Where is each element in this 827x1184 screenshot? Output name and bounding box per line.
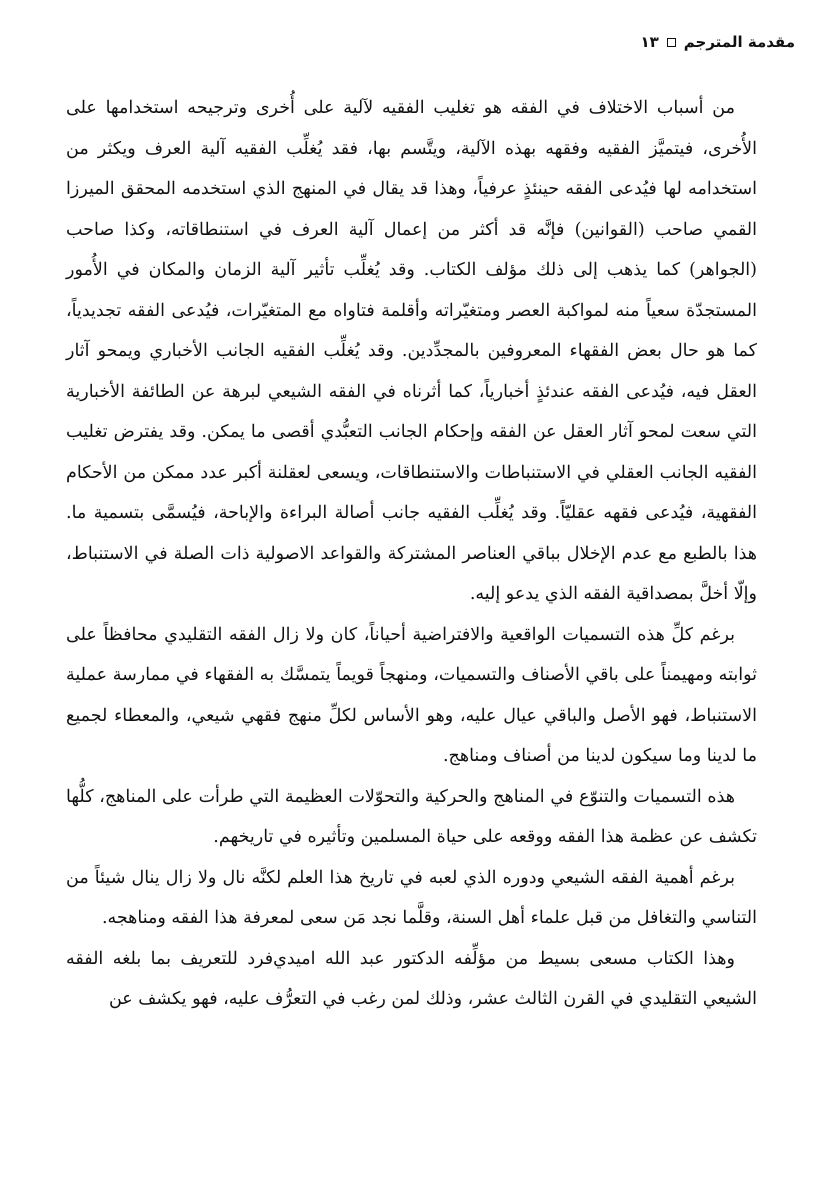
paragraph-2: برغم كلِّ هذه التسميات الواقعية والافتراضية أحياناً، كان ولا زال الفقه التقليدي محافظاً على ثوابته ومهيمناً على باقي الأصناف والتسميات، ومنهجاً قويماً يتمسَّك به الفقهاء في ممارسة عملية الاستنباط، فهو الأصل والباقي عيال عليه، وهو الأساس لكلِّ منهج فقهي شيعي، والمعطاء لجميع ما لدينا وما سيكون لدينا من أصناف ومناهج. xyxy=(66,624,757,766)
page-number: ١٣ xyxy=(640,33,659,51)
running-header xyxy=(640,32,795,52)
body-text xyxy=(66,88,757,1020)
paragraph-1: من أسباب الاختلاف في الفقه هو تغليب الفقيه لآلية على أُخرى وترجيحه استخدامها على الأُخرى، فيتميَّز الفقيه وفقهه بهذه الآلية، ويتَّسم بها، فقد يُغلِّب الفقيه آلية العرف ويكثر من استخدامه لها فيُدعى الفقه حينئذٍ عرفياً، وهذا قد يقال في المنهج الذي استخدمه المحقق الميرزا القمي صاحب (القوانين) فإنَّه قد أكثر من إعمال آلية العرف في استنطاقاته، وكذا صاحب (الجواهر) كما يذهب إلى ذلك مؤلف الكتاب. وقد يُغلِّب تأثير آلية الزمان والمكان في الأُمور المستجدّة سعياً منه لمواكبة العصر ومتغيّراته وأقلمة فتاواه مع المتغيّرات، فيُدعى الفقه تجديدياً، كما هو حال بعض الفقهاء المعروفين بالمجدِّدين. وقد يُغلِّب الفقيه الجانب الأخباري ويمحو آثار العقل فيه، فيُدعى الفقه عندئذٍ أخبارياً، كما أثرناه في الفقه الشيعي لبرهة عن الطائفة الأخبارية التي سعت لمحو آثار العقل عن الفقه وإحكام الجانب التعبُّدي أقصى ما يمكن. وقد يفترض تغليب الفقيه الجانب العقلي في الاستنباطات والاستنطاقات، ويسعى لعقلنة أكبر عدد ممكن من الأحكام الفقهية، فيُدعى فقهه عقليّاً. وقد يُغلِّب الفقيه جانب أصالة البراءة والإباحة، فيُسمَّى بتسمية ما. هذا بالطبع مع عدم الإخلال بباقي العناصر المشتركة والقواعد الاصولية ذات الصلة في الاستنباط، وإلّا أخلَّ بمصداقية الفقه الذي يدعو إليه. xyxy=(66,98,757,604)
section-title: مقدمة المترجم xyxy=(683,33,795,51)
separator-square-icon xyxy=(667,38,676,47)
paragraph-5: وهذا الكتاب مسعى بسيط من مؤلِّفه الدكتور عبد الله اميدي‌فرد للتعريف بما بلغه الفقه الشيعي التقليدي في القرن الثالث عشر، وذلك لمن رغب في التعرُّف عليه، فهو يكشف عن xyxy=(66,948,757,1009)
paragraph-3: هذه التسميات والتنوّع في المناهج والحركية والتحوّلات العظيمة التي طرأت على المناهج، كلُّها تكشف عن عظمة هذا الفقه ووقعه على حياة المسلمين وتأثيره في تاريخهم. xyxy=(66,786,757,847)
paragraph-4: برغم أهمية الفقه الشيعي ودوره الذي لعبه في تاريخ هذا العلم لكنَّه نال ولا زال ينال شيئاً من التناسي والتغافل من قبل علماء أهل السنة، وقلَّما نجد مَن سعى لمعرفة هذا الفقه ومناهجه. xyxy=(66,867,757,928)
